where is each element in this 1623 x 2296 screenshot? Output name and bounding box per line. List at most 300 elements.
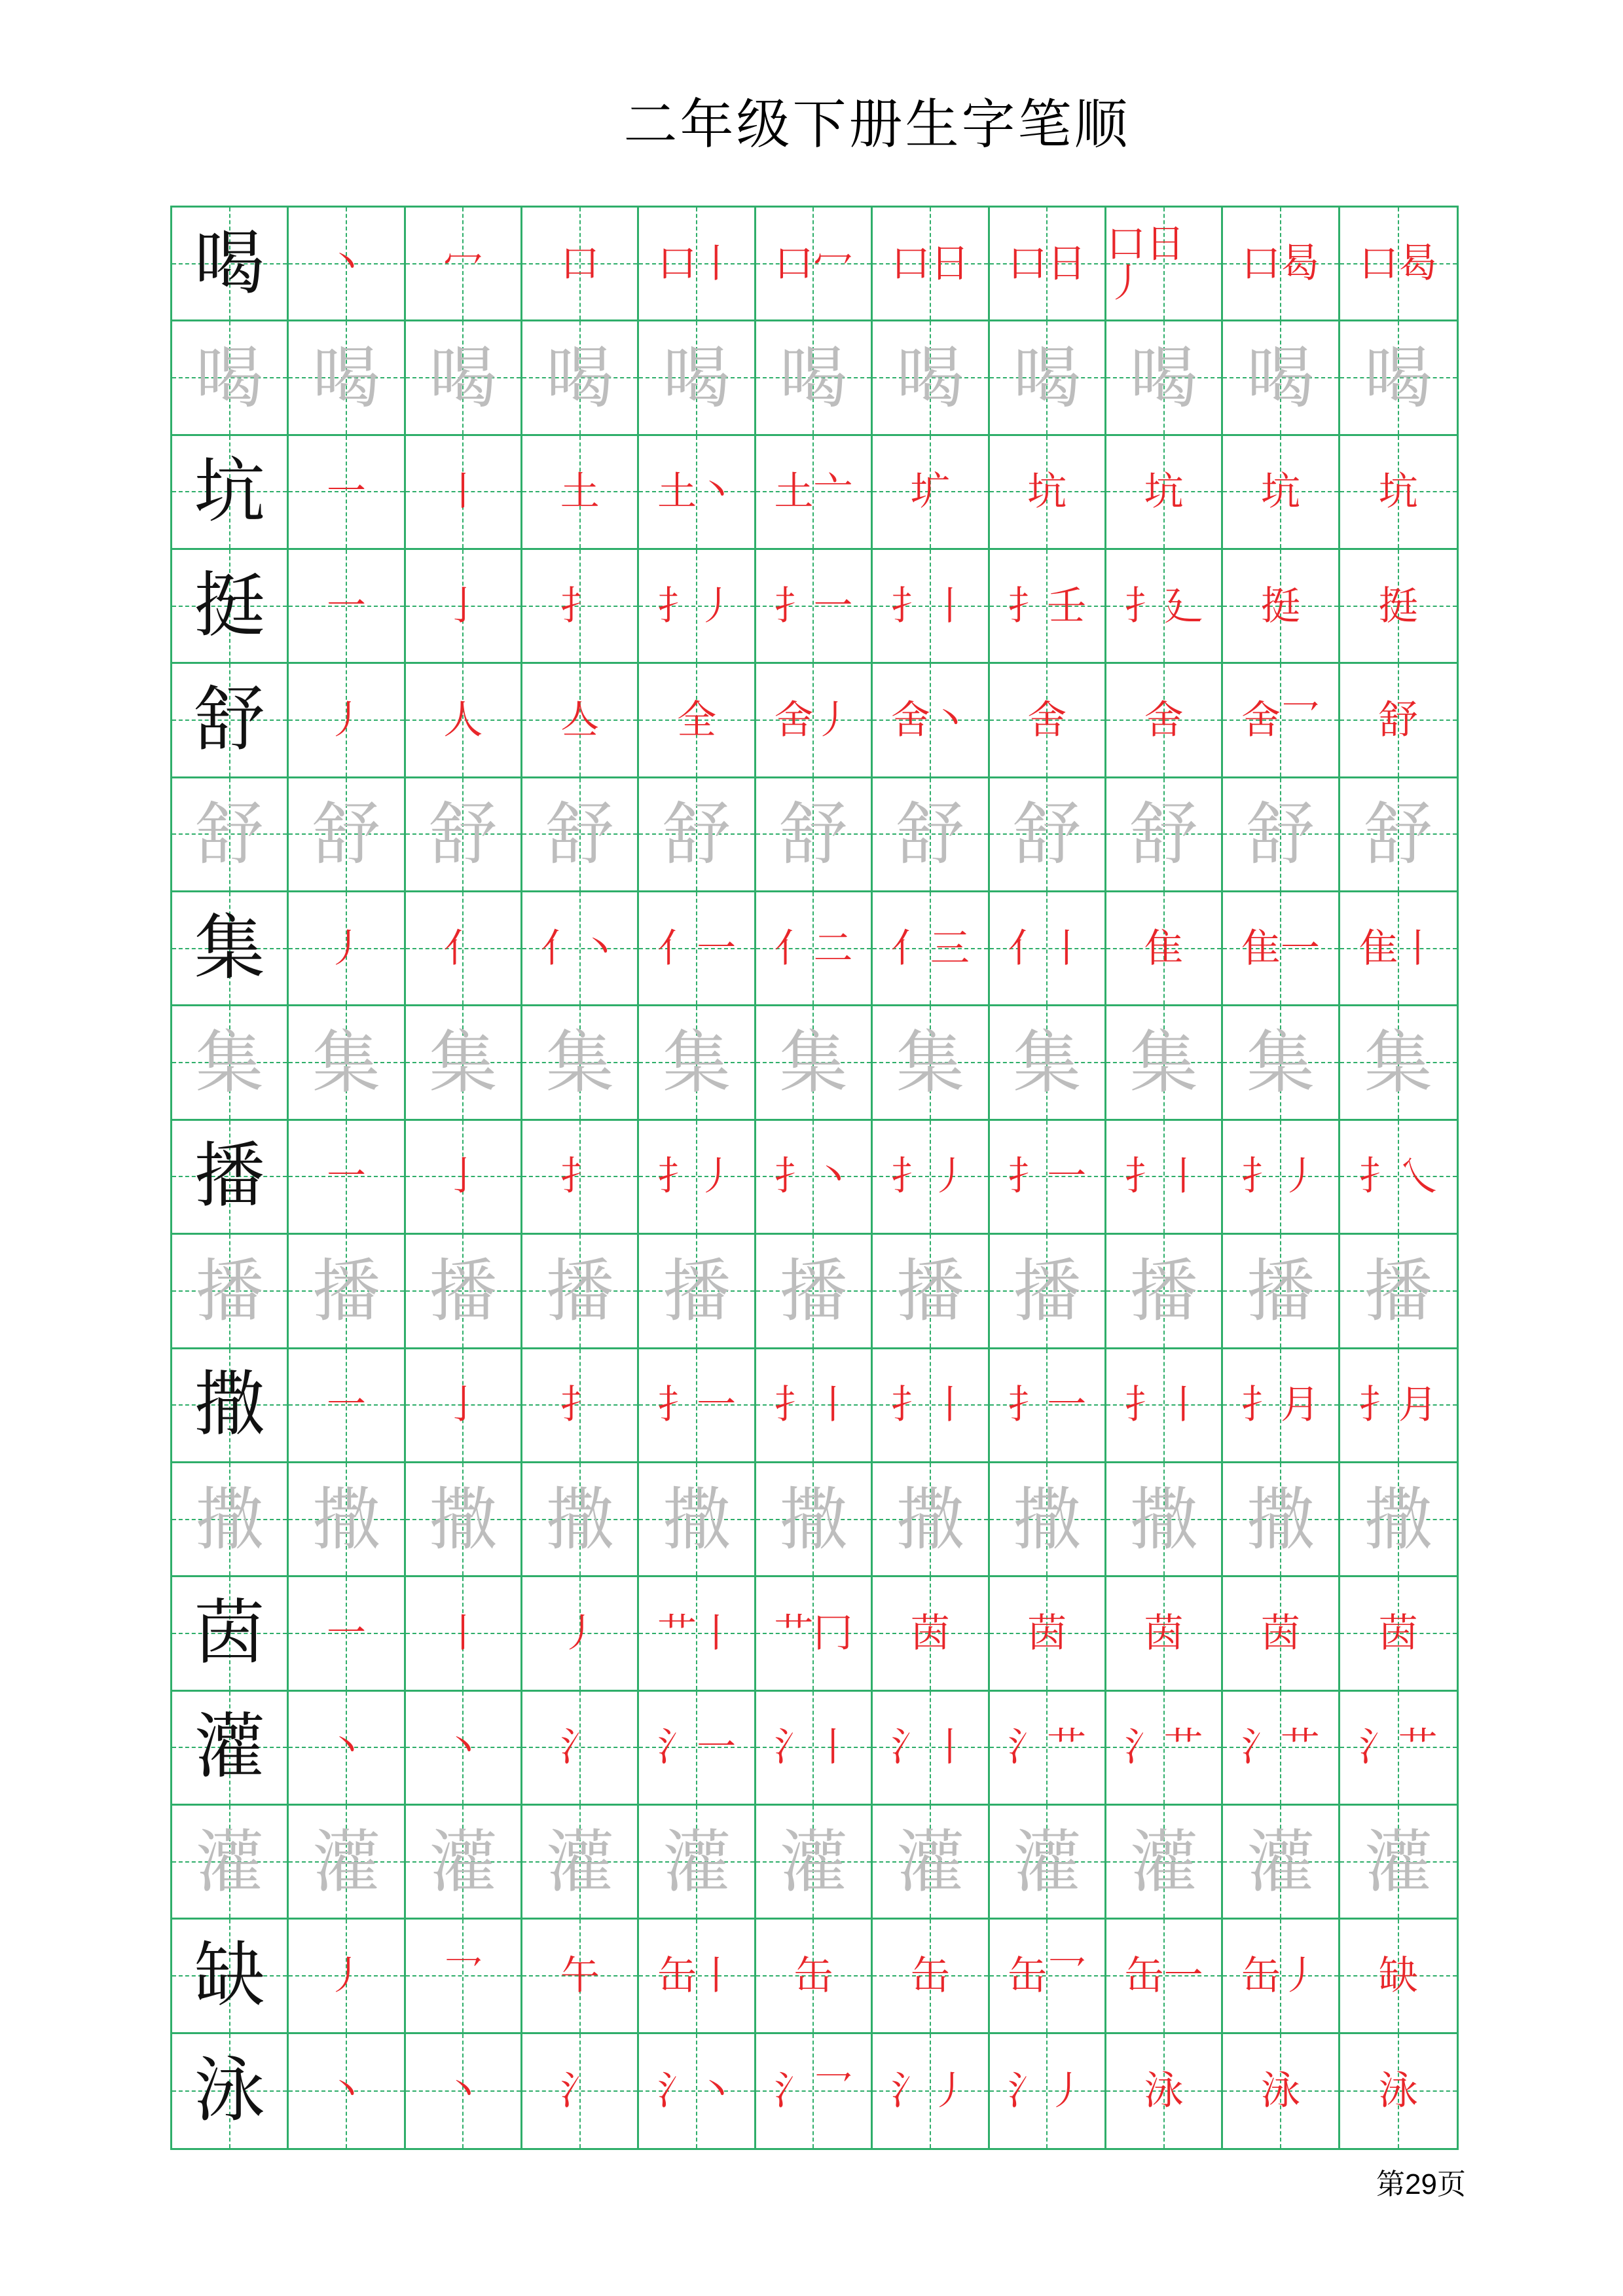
grid-cell — [172, 1349, 289, 1463]
grid-cell — [1106, 892, 1223, 1006]
trace-character: 灌 — [545, 1821, 614, 1902]
grid-cell — [522, 892, 639, 1006]
grid-cell — [639, 550, 756, 664]
grid-cell — [1223, 550, 1340, 664]
trace-character: 灌 — [429, 1821, 498, 1902]
trace-character: 喝 — [779, 338, 848, 418]
stroke-step-character: 挺 — [1378, 583, 1418, 629]
grid-cell — [1223, 1577, 1340, 1691]
grid-cell — [522, 1577, 639, 1691]
grid-cell — [1106, 1920, 1223, 2033]
grid-cell — [756, 778, 873, 892]
grid-cell — [639, 1806, 756, 1920]
stroke-step-character: 亻一 — [657, 925, 737, 972]
grid-cell — [406, 778, 522, 892]
stroke-step-character: 一 — [327, 1154, 367, 1200]
grid-cell — [1340, 321, 1457, 435]
grid-cell — [406, 1121, 522, 1235]
grid-cell — [873, 321, 989, 435]
grid-cell — [172, 664, 289, 778]
stroke-step-character: 艹丨 — [657, 1610, 737, 1656]
grid-cell — [990, 550, 1106, 664]
stroke-step-character: 艹冂 — [774, 1610, 853, 1656]
grid-cell — [1223, 321, 1340, 435]
stroke-step-character: 冖 — [443, 240, 483, 287]
trace-character: 撒 — [545, 1479, 614, 1559]
grid-row — [172, 1235, 1457, 1349]
grid-cell — [639, 436, 756, 550]
grid-cell — [990, 1577, 1106, 1691]
grid-cell — [289, 1920, 405, 2033]
stroke-step-character: 泳 — [1260, 2068, 1300, 2114]
grid-cell — [990, 1349, 1106, 1463]
grid-cell — [406, 1463, 522, 1577]
stroke-step-character: 扌丨 — [1124, 1382, 1203, 1429]
grid-cell — [1106, 1806, 1223, 1920]
trace-character: 舒 — [545, 794, 614, 875]
trace-character: 撒 — [779, 1479, 848, 1559]
grid-cell — [522, 778, 639, 892]
stroke-step-character: 氵乛 — [774, 2068, 853, 2114]
stroke-step-character: 土丶 — [657, 469, 737, 515]
stroke-step-character: 坑 — [1378, 469, 1418, 515]
grid-cell — [1223, 1463, 1340, 1577]
grid-row — [172, 1692, 1457, 1806]
grid-cell — [756, 321, 873, 435]
stroke-step-character: 扌月 — [1241, 1382, 1320, 1429]
grid-cell — [522, 208, 639, 321]
stroke-step-character: 丶 — [327, 240, 367, 287]
grid-row — [172, 1121, 1457, 1235]
stroke-step-character: 氵丨 — [774, 1724, 853, 1771]
stroke-step-character: 隹一 — [1241, 925, 1320, 972]
stroke-step-character: 扌 — [560, 1154, 600, 1200]
grid-cell — [873, 1692, 989, 1806]
grid-cell — [1223, 664, 1340, 778]
stroke-step-character: 丶 — [443, 1724, 483, 1771]
stroke-order-grid — [170, 206, 1459, 2150]
trace-character: 播 — [779, 1250, 848, 1331]
grid-cell — [873, 892, 989, 1006]
stroke-step-character: 氵丨 — [890, 1724, 970, 1771]
grid-cell — [639, 1349, 756, 1463]
stroke-step-character: 扌丿 — [1241, 1154, 1320, 1200]
grid-cell — [1223, 1235, 1340, 1349]
grid-cell — [990, 436, 1106, 550]
stroke-step-character: 扌丨 — [774, 1382, 853, 1429]
stroke-step-character: 亼 — [560, 697, 600, 744]
trace-character: 撒 — [896, 1479, 964, 1559]
trace-character: 舒 — [1129, 794, 1198, 875]
grid-cell — [756, 1577, 873, 1691]
grid-cell — [172, 436, 289, 550]
stroke-step-character: 舍 — [1027, 697, 1067, 744]
model-character: 撒 — [194, 1364, 265, 1446]
stroke-step-character: 丿 — [327, 697, 367, 744]
stroke-step-character: 茵 — [910, 1610, 950, 1656]
stroke-step-character: 一 — [327, 469, 367, 515]
grid-cell — [289, 1235, 405, 1349]
stroke-step-character: 丨 — [443, 469, 483, 515]
model-character: 坑 — [194, 450, 265, 533]
grid-cell — [990, 1920, 1106, 2033]
grid-cell — [1223, 1920, 1340, 2033]
grid-cell — [522, 1121, 639, 1235]
grid-cell — [873, 550, 989, 664]
stroke-step-character: 丿 — [327, 925, 367, 972]
grid-cell — [1340, 664, 1457, 778]
stroke-step-character: 缶 — [793, 1952, 833, 1999]
grid-row — [172, 208, 1457, 321]
stroke-step-character: 亻丨 — [1008, 925, 1087, 972]
grid-cell — [172, 208, 289, 321]
model-character: 喝 — [194, 222, 265, 304]
grid-cell — [990, 892, 1106, 1006]
trace-character: 撒 — [663, 1479, 731, 1559]
grid-cell — [1340, 1692, 1457, 1806]
grid-cell — [172, 778, 289, 892]
trace-character: 灌 — [1364, 1821, 1432, 1902]
stroke-step-character: 扌丨 — [1124, 1154, 1203, 1200]
model-character: 舒 — [194, 679, 265, 761]
stroke-step-character: 丶 — [327, 1724, 367, 1771]
trace-character: 喝 — [429, 338, 498, 418]
grid-cell — [289, 2034, 405, 2148]
grid-cell — [873, 2034, 989, 2148]
stroke-step-character: 丿 — [327, 1952, 367, 1999]
grid-cell — [406, 1692, 522, 1806]
stroke-step-character: 口 — [560, 240, 600, 287]
stroke-step-character: 氵一 — [657, 1724, 737, 1771]
grid-cell — [990, 2034, 1106, 2148]
grid-cell — [522, 1463, 639, 1577]
grid-cell — [289, 550, 405, 664]
stroke-step-character: 茵 — [1027, 1610, 1067, 1656]
stroke-step-character: 氵艹 — [1124, 1724, 1203, 1771]
grid-cell — [990, 321, 1106, 435]
stroke-step-character: 隹 — [1144, 925, 1184, 972]
trace-character: 舒 — [663, 794, 731, 875]
grid-cell — [1223, 2034, 1340, 2148]
grid-cell — [522, 321, 639, 435]
trace-character: 播 — [663, 1250, 731, 1331]
grid-cell — [1223, 1806, 1340, 1920]
grid-cell — [639, 208, 756, 321]
trace-character: 集 — [663, 1023, 731, 1103]
grid-cell — [172, 321, 289, 435]
grid-cell — [639, 1463, 756, 1577]
stroke-step-character: 缶一 — [1124, 1952, 1203, 1999]
grid-cell — [289, 1006, 405, 1120]
grid-cell — [873, 1121, 989, 1235]
trace-character: 集 — [312, 1023, 381, 1103]
grid-cell — [1106, 321, 1223, 435]
stroke-step-character: 扌丨 — [890, 1382, 970, 1429]
grid-cell — [1223, 208, 1340, 321]
trace-character: 灌 — [663, 1821, 731, 1902]
trace-character: 舒 — [896, 794, 964, 875]
trace-character: 播 — [1013, 1250, 1082, 1331]
grid-row — [172, 892, 1457, 1006]
grid-cell — [406, 436, 522, 550]
grid-cell — [639, 1121, 756, 1235]
grid-cell — [639, 1692, 756, 1806]
stroke-step-character: 扌丿 — [657, 1154, 737, 1200]
grid-cell — [406, 1920, 522, 2033]
stroke-step-character: 口冖 — [774, 240, 853, 287]
trace-character: 喝 — [195, 338, 264, 418]
page-title: 二年级下册生字笔顺 — [623, 94, 1131, 156]
grid-cell — [756, 436, 873, 550]
trace-character: 撒 — [312, 1479, 381, 1559]
grid-cell — [172, 1235, 289, 1349]
grid-cell — [756, 1349, 873, 1463]
grid-cell — [289, 436, 405, 550]
grid-cell — [172, 2034, 289, 2148]
stroke-step-character: 一 — [327, 1382, 367, 1429]
grid-row — [172, 664, 1457, 778]
grid-cell — [1106, 1349, 1223, 1463]
stroke-step-character: 口日 — [890, 240, 970, 287]
stroke-step-character: 坑 — [1260, 469, 1300, 515]
stroke-step-character: 泳 — [1144, 2068, 1184, 2114]
stroke-step-character: 扌丿 — [657, 583, 737, 629]
stroke-step-character: 扌丨 — [890, 583, 970, 629]
grid-cell — [756, 1692, 873, 1806]
model-character: 灌 — [194, 1706, 265, 1789]
stroke-step-character: 口日丿 — [1106, 221, 1185, 306]
grid-cell — [639, 892, 756, 1006]
trace-character: 喝 — [1129, 338, 1198, 418]
stroke-step-character: 口曷 — [1359, 240, 1438, 287]
grid-cell — [1223, 436, 1340, 550]
grid-cell — [990, 778, 1106, 892]
stroke-step-character: 圹 — [910, 469, 950, 515]
grid-cell — [873, 1920, 989, 2033]
trace-character: 舒 — [195, 794, 264, 875]
grid-cell — [289, 892, 405, 1006]
stroke-step-character: 土 — [560, 469, 600, 515]
trace-character: 灌 — [1129, 1821, 1198, 1902]
grid-cell — [289, 1577, 405, 1691]
stroke-step-character: 扌一 — [774, 583, 853, 629]
grid-cell — [1106, 1121, 1223, 1235]
trace-character: 播 — [545, 1250, 614, 1331]
page-number: 第29页 — [1376, 2168, 1466, 2200]
stroke-step-character: 口曷 — [1241, 240, 1320, 287]
model-character: 泳 — [194, 2049, 265, 2132]
grid-cell — [172, 1463, 289, 1577]
grid-cell — [756, 664, 873, 778]
grid-cell — [289, 1121, 405, 1235]
grid-row — [172, 1349, 1457, 1463]
grid-cell — [756, 1806, 873, 1920]
trace-character: 集 — [896, 1023, 964, 1103]
grid-cell — [639, 1577, 756, 1691]
grid-cell — [406, 208, 522, 321]
grid-row — [172, 321, 1457, 435]
grid-cell — [1223, 1349, 1340, 1463]
stroke-step-character: 氵艹 — [1008, 1724, 1087, 1771]
stroke-step-character: 缶 — [910, 1952, 950, 1999]
trace-character: 播 — [896, 1250, 964, 1331]
grid-cell — [639, 664, 756, 778]
grid-cell — [990, 1121, 1106, 1235]
grid-cell — [522, 1349, 639, 1463]
grid-cell — [873, 1235, 989, 1349]
grid-row — [172, 1920, 1457, 2033]
stroke-step-character: 土亠 — [774, 469, 853, 515]
grid-row — [172, 2034, 1457, 2148]
grid-cell — [1106, 1006, 1223, 1120]
trace-character: 喝 — [1364, 338, 1432, 418]
grid-cell — [406, 550, 522, 664]
grid-cell — [1340, 550, 1457, 664]
grid-cell — [289, 778, 405, 892]
trace-character: 播 — [195, 1250, 264, 1331]
stroke-step-character: 扌一 — [1008, 1382, 1087, 1429]
grid-cell — [756, 208, 873, 321]
grid-cell — [406, 1006, 522, 1120]
grid-cell — [639, 1235, 756, 1349]
stroke-step-character: 一 — [327, 583, 367, 629]
model-character: 缺 — [194, 1934, 265, 2016]
grid-cell — [990, 1006, 1106, 1120]
stroke-step-character: 亻二 — [774, 925, 853, 972]
stroke-step-character: 缶丨 — [657, 1952, 737, 1999]
grid-cell — [522, 1235, 639, 1349]
trace-character: 集 — [779, 1023, 848, 1103]
grid-cell — [1340, 208, 1457, 321]
grid-cell — [406, 664, 522, 778]
grid-row — [172, 1806, 1457, 1920]
stroke-step-character: 氵丶 — [657, 2068, 737, 2114]
grid-cell — [1106, 550, 1223, 664]
grid-cell — [522, 550, 639, 664]
grid-row — [172, 1463, 1457, 1577]
grid-cell — [406, 321, 522, 435]
stroke-step-character: 丿 — [560, 1610, 600, 1656]
stroke-step-character: 丶 — [443, 2068, 483, 2114]
grid-cell — [756, 2034, 873, 2148]
grid-cell — [522, 1006, 639, 1120]
grid-cell — [289, 1349, 405, 1463]
grid-cell — [1106, 436, 1223, 550]
grid-cell — [1223, 778, 1340, 892]
stroke-step-character: 坑 — [1027, 469, 1067, 515]
grid-cell — [406, 2034, 522, 2148]
stroke-step-character: 亻 — [443, 925, 483, 972]
stroke-step-character: 茵 — [1144, 1610, 1184, 1656]
stroke-step-character: 扌乀 — [1359, 1154, 1438, 1200]
grid-cell — [756, 892, 873, 1006]
trace-character: 舒 — [312, 794, 381, 875]
trace-character: 集 — [1129, 1023, 1198, 1103]
grid-row — [172, 1577, 1457, 1691]
stroke-step-character: 全 — [677, 697, 717, 744]
grid-cell — [1340, 436, 1457, 550]
trace-character: 撒 — [1364, 1479, 1432, 1559]
stroke-step-character: 丨 — [443, 1610, 483, 1656]
trace-character: 播 — [1364, 1250, 1432, 1331]
grid-cell — [756, 1006, 873, 1120]
trace-character: 灌 — [896, 1821, 964, 1902]
grid-cell — [1340, 892, 1457, 1006]
stroke-step-character: 人 — [443, 697, 483, 744]
grid-cell — [1223, 1692, 1340, 1806]
grid-cell — [172, 550, 289, 664]
grid-cell — [406, 892, 522, 1006]
stroke-step-character: 隹丨 — [1359, 925, 1438, 972]
trace-character: 集 — [1364, 1023, 1432, 1103]
stroke-step-character: 茵 — [1260, 1610, 1300, 1656]
trace-character: 灌 — [779, 1821, 848, 1902]
trace-character: 播 — [1129, 1250, 1198, 1331]
stroke-step-character: 口丨 — [657, 240, 737, 287]
grid-cell — [522, 436, 639, 550]
stroke-step-character: 亻丶 — [540, 925, 619, 972]
stroke-step-character: 氵 — [560, 1724, 600, 1771]
trace-character: 灌 — [1246, 1821, 1315, 1902]
grid-cell — [289, 1463, 405, 1577]
grid-cell — [873, 208, 989, 321]
grid-cell — [1106, 2034, 1223, 2148]
grid-cell — [873, 1349, 989, 1463]
stroke-step-character: 乛 — [443, 1952, 483, 1999]
stroke-step-character: 氵丿 — [1008, 2068, 1087, 2114]
trace-character: 撒 — [1013, 1479, 1082, 1559]
grid-cell — [1106, 664, 1223, 778]
trace-character: 灌 — [312, 1821, 381, 1902]
grid-cell — [756, 1121, 873, 1235]
stroke-step-character: 扌丿 — [890, 1154, 970, 1200]
grid-cell — [990, 664, 1106, 778]
grid-cell — [522, 1920, 639, 2033]
model-character: 集 — [194, 907, 265, 989]
grid-cell — [1340, 1806, 1457, 1920]
grid-cell — [990, 1463, 1106, 1577]
grid-cell — [873, 1463, 989, 1577]
stroke-step-character: 扌月 — [1359, 1382, 1438, 1429]
grid-cell — [172, 1006, 289, 1120]
trace-character: 集 — [545, 1023, 614, 1103]
grid-cell — [1223, 892, 1340, 1006]
grid-cell — [289, 321, 405, 435]
stroke-step-character: 舍 — [1144, 697, 1184, 744]
stroke-step-character: 挺 — [1260, 583, 1300, 629]
trace-character: 舒 — [429, 794, 498, 875]
grid-cell — [990, 1235, 1106, 1349]
trace-character: 播 — [429, 1250, 498, 1331]
grid-cell — [1106, 1463, 1223, 1577]
grid-cell — [1340, 2034, 1457, 2148]
grid-cell — [289, 1692, 405, 1806]
trace-character: 喝 — [1013, 338, 1082, 418]
grid-cell — [873, 1577, 989, 1691]
trace-character: 舒 — [1013, 794, 1082, 875]
grid-cell — [990, 208, 1106, 321]
stroke-step-character: 舍丿 — [774, 697, 853, 744]
grid-cell — [1340, 1235, 1457, 1349]
grid-cell — [1340, 1463, 1457, 1577]
stroke-step-character: 舍丶 — [890, 697, 970, 744]
stroke-step-character: 亅 — [443, 1382, 483, 1429]
model-character: 茵 — [194, 1592, 265, 1674]
trace-character: 播 — [1246, 1250, 1315, 1331]
grid-cell — [522, 664, 639, 778]
grid-cell — [172, 1920, 289, 2033]
trace-character: 撒 — [429, 1479, 498, 1559]
